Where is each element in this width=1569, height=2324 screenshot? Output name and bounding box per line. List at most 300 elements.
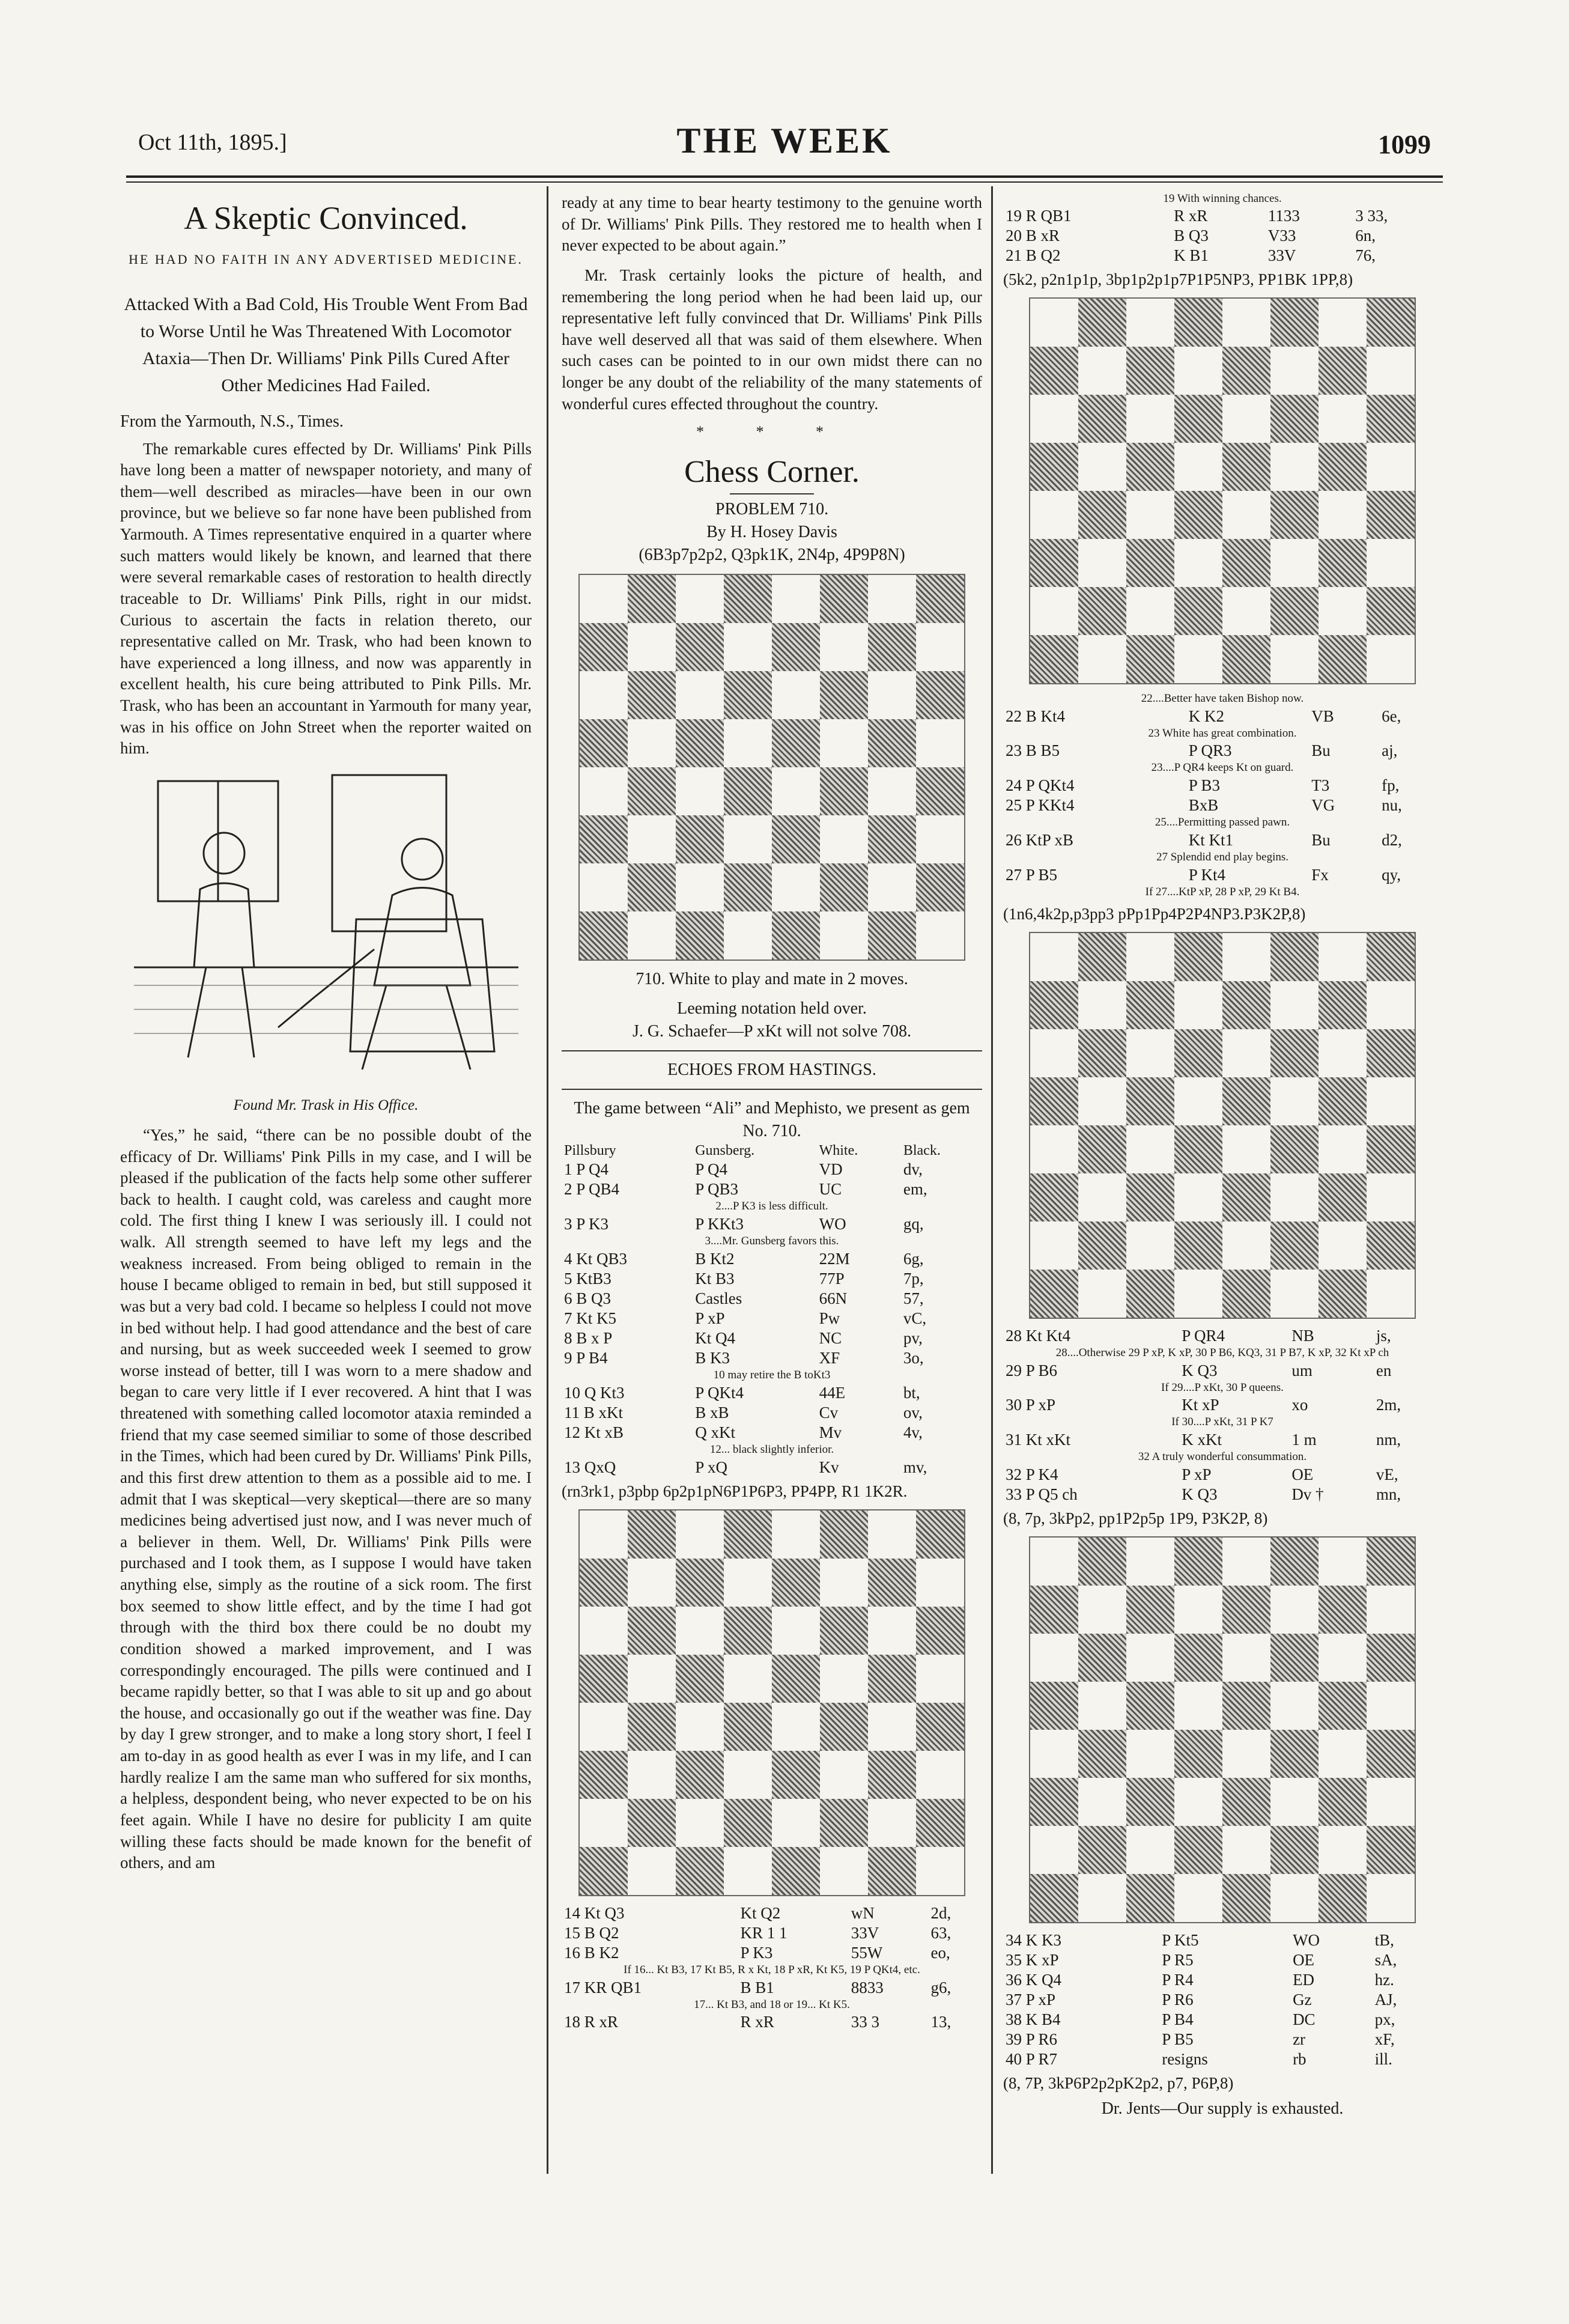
chessboard-after-move-13 [578,1509,965,1896]
board-square [916,1703,964,1751]
board-square [1367,1125,1415,1173]
move-cell: P QB3 [695,1180,738,1199]
masthead-rule-thin [126,181,1443,183]
move-cell: 1133 [1267,206,1300,225]
board-square [1174,443,1222,491]
board-square [1222,1634,1270,1682]
board-square [1222,539,1270,587]
notice: J. G. Schaefer—P xKt will not solve 708. [632,1022,912,1041]
board-square [1319,1874,1367,1922]
move-cell: 16 B K2 [564,1943,619,1962]
board-square [1270,299,1319,347]
move-cell: 13, [930,2013,951,2031]
move-cell: 12 Kt xB [564,1423,624,1441]
article-paragraph: The remarkable cures effected by Dr. Williams' Pink Pills have long been a matter of newspaper notoriety, and many of them—well described as miracles—have been in our own province, but we believe so far none have been published from Yarmouth. A Times representative enquired in a quarter where such matters would likely be known, and learned that there were several remarkable cases of restoration to health directly traceable to Dr. Williams' Pink Pills, right in our midst. Curious to ascertain the facts in relation thereto, our representative called on Mr. Trask, who had been known to have experienced a long illness, and now was apparently in excellent health, his cure being attributed to Pink Pills. Mr. Trask, who has been an accountant in Yarmouth for many year, was in his office on John Street when the reporter waited on him. [120,439,532,758]
board-square [1319,1826,1367,1874]
board-square [1270,1125,1319,1173]
move-cell: Gz [1293,1991,1312,2009]
move-cell: OE [1291,1465,1314,1483]
move-row [1003,2010,1442,2030]
board-square [1367,299,1415,347]
board-square [1174,1778,1222,1826]
move-cell: UC [819,1180,842,1199]
board-square [868,1847,916,1895]
board-square [1126,1221,1174,1270]
chessboard-after-move-21 [1029,297,1416,684]
board-square [1319,1077,1367,1125]
article-title: A Skeptic Convinced. [184,200,468,236]
board-square [1174,1270,1222,1318]
masthead [126,123,1443,177]
board-square [868,575,916,623]
move-cell: em, [903,1180,927,1199]
board-square [676,1607,724,1655]
move-cell: K xKt [1182,1431,1222,1449]
move-cell: resigns [1162,2050,1208,2069]
board-square [1319,395,1367,443]
header-white: White. [819,1143,858,1159]
move-cell: 11 B xKt [564,1403,624,1422]
move-row [562,1943,982,1963]
move-cell: 33 P Q5 ch [1006,1485,1078,1503]
board-square [580,815,628,863]
board-square [1319,1586,1367,1634]
move-cell: 22 B Kt4 [1006,707,1066,725]
board-square [1174,1173,1222,1221]
board-square [1270,1682,1319,1730]
header-white-player: Pillsbury [564,1143,616,1159]
board-square [820,1655,868,1703]
move-cell: P R5 [1162,1951,1194,1970]
board-square [1078,1826,1126,1874]
move-cell: js, [1376,1326,1391,1345]
move-cell: 21 B Q2 [1006,246,1061,264]
board-square [724,911,772,960]
move-cell: 7p, [903,1270,924,1288]
board-square [772,863,820,911]
move-cell: 6 B Q3 [564,1289,612,1308]
board-square [772,767,820,815]
board-square [1270,933,1319,981]
move-row [562,1328,982,1348]
board-square [1367,347,1415,395]
move-cell: 36 K Q4 [1006,1971,1061,1989]
move-row [562,1179,982,1199]
board-square [1126,1682,1174,1730]
board-square [1126,1173,1174,1221]
board-square [1222,1586,1270,1634]
board-square [820,767,868,815]
board-square [1319,299,1367,347]
move-cell: 1 P Q4 [564,1160,609,1179]
board-square [1030,395,1078,443]
board-square [1270,1270,1319,1318]
board-square [1030,491,1078,539]
board-square [1222,1826,1270,1874]
board-square [1270,347,1319,395]
board-square [1367,395,1415,443]
board-square [868,671,916,719]
board-square [1222,1029,1270,1077]
move-note: 28....Otherwise 29 P xP, K xP, 30 P B6, KQ3, 31 P B7, K xP, 32 Kt xP ch [1055,1346,1389,1359]
board-square [580,1799,628,1847]
board-square [1222,1538,1270,1586]
board-square [1367,1778,1415,1826]
move-row [1003,2049,1442,2069]
board-square [1078,347,1126,395]
publication-title: THE WEEK [676,121,893,160]
board-square [772,1510,820,1559]
board-square [1222,347,1270,395]
board-square [1030,1270,1078,1318]
board-square [1367,539,1415,587]
move-cell: K B1 [1174,246,1209,264]
move-cell: 3 33, [1355,206,1388,225]
move-note: 23 White has great combination. [1148,726,1297,740]
move-row [562,1978,982,1998]
board-square [1270,1586,1319,1634]
move-cell: Kt Q4 [695,1329,735,1348]
board-square [1367,1874,1415,1922]
move-note: If 16... Kt B3, 17 Kt B5, R x Kt, 18 P xR, Kt K5, 19 P QKt4, etc. [624,1963,920,1976]
move-note: 27 Splendid end play begins. [1156,851,1289,864]
board-square [1030,1586,1078,1634]
board-square [1126,1029,1174,1077]
board-square [1030,981,1078,1029]
article-column [120,192,532,1882]
move-cell: Castles [695,1289,742,1308]
board-square [1174,1538,1222,1586]
move-cell: P R4 [1162,1971,1194,1989]
board-square [1367,1682,1415,1730]
board-square [1222,933,1270,981]
board-square [1174,1682,1222,1730]
board-square [580,1655,628,1703]
board-square [1078,395,1126,443]
move-cell: d2, [1382,831,1402,850]
board-square [676,719,724,767]
board-square [1078,1221,1126,1270]
move-row [562,1903,982,1923]
board-square [1367,1826,1415,1874]
board-square [1030,1538,1078,1586]
move-row [562,1348,982,1368]
board-square [1319,1634,1367,1682]
board-square [1078,933,1126,981]
board-square [1030,635,1078,683]
move-cell: 66N [819,1289,848,1308]
move-row [562,2012,982,2032]
board-square [1126,1634,1174,1682]
board-square [1174,1221,1222,1270]
position-fen: (1n6,4k2p,p3pp3 pPp1Pp4P2P4NP3.P3K2P,8) [1003,904,1306,923]
move-note: 19 With winning chances. [1163,192,1282,205]
move-note: 2....P K3 is less difficult. [715,1200,828,1213]
final-note: Dr. Jents—Our supply is exhausted. [1101,2099,1344,2119]
position-fen: (8, 7P, 3kP6P2p2pK2p2, p7, P6P,8) [1003,2074,1234,2093]
board-square [1174,1826,1222,1874]
board-square [676,911,724,960]
move-cell: P QKt4 [695,1383,744,1402]
move-row [562,1269,982,1289]
move-row [1003,226,1442,246]
move-cell: R xR [740,2013,774,2031]
office-illustration [134,769,518,1094]
board-square [1078,299,1126,347]
board-square [1319,1125,1367,1173]
board-square [820,1799,868,1847]
board-square [1030,347,1078,395]
board-square [1030,1221,1078,1270]
move-cell: Q xKt [695,1423,735,1441]
move-row [562,1923,982,1943]
board-square [580,1607,628,1655]
move-cell: en [1376,1361,1392,1379]
board-square [772,1799,820,1847]
board-square [676,1559,724,1607]
move-cell: P R6 [1162,1991,1194,2009]
board-square [1222,1730,1270,1778]
move-cell: tB, [1374,1931,1394,1950]
move-note: 10 may retire the B toKt3 [713,1369,831,1382]
board-square [628,1655,676,1703]
move-cell: XF [819,1349,840,1367]
board-square [820,623,868,671]
position-fen: (rn3rk1, p3pbp 6p2p1pN6P1P6P3, PP4PP, R1 1K2R. [562,1482,908,1500]
divider-rule [562,1050,982,1051]
board-square [820,1607,868,1655]
move-cell: vE, [1376,1465,1398,1483]
board-square [916,1655,964,1703]
article-paragraph-continued: ready at any time to bear hearty testimony to the genuine worth of Dr. Williams' Pink Pills. They restored me to health when I never expected to be about again.” [562,193,982,255]
move-cell: 13 QxQ [564,1458,616,1476]
board-square [580,1703,628,1751]
board-square [916,575,964,623]
board-square [628,1510,676,1559]
board-square [772,1847,820,1895]
board-square [628,719,676,767]
move-cell: P xP [1182,1465,1212,1483]
board-square [1222,443,1270,491]
board-square [1030,933,1078,981]
board-square [820,1559,868,1607]
board-square [1270,539,1319,587]
board-square [1367,1730,1415,1778]
move-cell: 8 B x P [564,1329,613,1348]
board-square [820,863,868,911]
board-square [1126,1874,1174,1922]
move-cell: P KKt3 [695,1215,744,1233]
move-cell: 31 Kt xKt [1006,1431,1070,1449]
board-square [1030,1029,1078,1077]
board-square [628,1751,676,1799]
board-square [580,719,628,767]
header-black-player: Gunsberg. [695,1143,755,1159]
move-cell: rb [1293,2050,1306,2069]
board-square [1126,1778,1174,1826]
move-note: 25....Permitting passed pawn. [1155,816,1290,829]
board-square [1030,1826,1078,1874]
board-square [1222,395,1270,443]
move-cell: 29 P B6 [1006,1361,1058,1379]
move-row [1003,795,1442,815]
move-row [562,1214,982,1234]
board-square [1030,1778,1078,1826]
board-square [1270,1173,1319,1221]
board-square [868,1607,916,1655]
board-square [868,1703,916,1751]
move-cell: g6, [930,1978,951,1997]
board-square [1367,443,1415,491]
board-square [628,863,676,911]
board-square [1270,1778,1319,1826]
article-kicker: HE HAD NO FAITH IN ANY ADVERTISED MEDICINE. [129,252,523,267]
board-square [1078,1682,1126,1730]
board-square [916,863,964,911]
move-cell: 30 P xP [1006,1396,1056,1414]
board-square [1174,587,1222,635]
board-square [1030,1682,1078,1730]
board-square [1270,395,1319,443]
board-square [676,1799,724,1847]
move-note: 3....Mr. Gunsberg favors this. [705,1235,839,1248]
move-cell: eo, [930,1943,950,1962]
board-square [1222,635,1270,683]
move-note: 23....P QR4 keeps Kt on guard. [1151,761,1294,774]
board-square [676,1703,724,1751]
problem-fen: (6B3p7p2p2, Q3pk1K, 2N4p, 4P9P8N) [639,545,905,564]
move-cell: 6e, [1382,707,1401,725]
board-square [724,1703,772,1751]
board-square [916,815,964,863]
board-square [1030,1125,1078,1173]
board-square [1030,1077,1078,1125]
move-cell: 6n, [1355,226,1376,245]
board-square [1367,1538,1415,1586]
move-row [1003,1970,1442,1990]
move-cell: P xQ [695,1458,727,1476]
board-square [724,719,772,767]
move-cell: 27 P B5 [1006,865,1058,884]
move-cell: Cv [819,1403,839,1422]
move-cell: qy, [1382,865,1401,884]
board-square [1270,491,1319,539]
move-cell: 14 Kt Q3 [564,1903,625,1922]
article-dateline: From the Yarmouth, N.S., Times. [120,412,344,431]
board-square [1222,491,1270,539]
move-cell: 19 R QB1 [1006,206,1072,225]
board-square [1078,1586,1126,1634]
board-square [868,863,916,911]
board-square [1078,981,1126,1029]
move-cell: NC [819,1329,842,1348]
board-square [1319,1270,1367,1318]
board-square [1078,587,1126,635]
board-square [628,1559,676,1607]
board-square [916,1607,964,1655]
board-square [1078,1538,1126,1586]
board-square [1174,933,1222,981]
board-square [1030,1173,1078,1221]
move-note: 22....Better have taken Bishop now. [1141,692,1304,705]
move-row [1003,1395,1442,1415]
move-cell: 39 P R6 [1006,2030,1058,2049]
board-square [1126,443,1174,491]
board-square [1270,1029,1319,1077]
move-cell: 3 P K3 [564,1215,609,1233]
board-square [724,1655,772,1703]
move-cell: aj, [1382,741,1398,760]
move-cell: V33 [1267,226,1296,245]
move-row [562,1249,982,1269]
move-row [1003,741,1442,761]
board-square [820,1703,868,1751]
board-square [1319,347,1367,395]
move-cell: T3 [1311,776,1330,795]
section-divider: * * * [696,423,848,441]
move-cell: 57, [903,1289,924,1308]
move-row [562,1403,982,1423]
board-square [724,1751,772,1799]
moves-table [562,1142,982,1477]
move-cell: NB [1291,1326,1314,1345]
board-square [1367,1077,1415,1125]
board-square [1126,1826,1174,1874]
board-square [772,1751,820,1799]
board-square [580,1847,628,1895]
chessboard-after-move-27 [1029,932,1416,1319]
board-square [1126,299,1174,347]
move-cell: bt, [903,1383,920,1402]
board-square [628,1847,676,1895]
board-square [1174,1730,1222,1778]
board-square [724,1799,772,1847]
chessboard-problem-710 [578,574,965,961]
board-square [676,575,724,623]
move-cell: 40 P R7 [1006,2050,1058,2069]
board-square [724,575,772,623]
column-rule-2 [991,186,993,2174]
illustration-caption: Found Mr. Trask in His Office. [233,1097,419,1113]
board-square [1174,1029,1222,1077]
board-square [1126,1270,1174,1318]
move-cell: 7 Kt K5 [564,1309,616,1328]
column-rule-1 [547,186,548,2174]
board-square [1270,981,1319,1029]
board-square [1270,587,1319,635]
board-square [916,1559,964,1607]
board-square [1222,1125,1270,1173]
move-cell: R xR [1174,206,1208,225]
board-square [868,911,916,960]
move-cell: 4 Kt QB3 [564,1250,628,1268]
board-square [916,1751,964,1799]
board-square [1367,981,1415,1029]
board-square [724,1847,772,1895]
board-square [580,767,628,815]
board-square [1174,1586,1222,1634]
board-square [772,1559,820,1607]
move-cell: K K2 [1188,707,1224,725]
board-square [1270,635,1319,683]
move-cell: B B1 [740,1978,774,1997]
board-square [1126,395,1174,443]
board-square [628,815,676,863]
board-square [1367,1634,1415,1682]
board-square [772,815,820,863]
board-square [580,575,628,623]
move-cell: OE [1293,1951,1315,1970]
